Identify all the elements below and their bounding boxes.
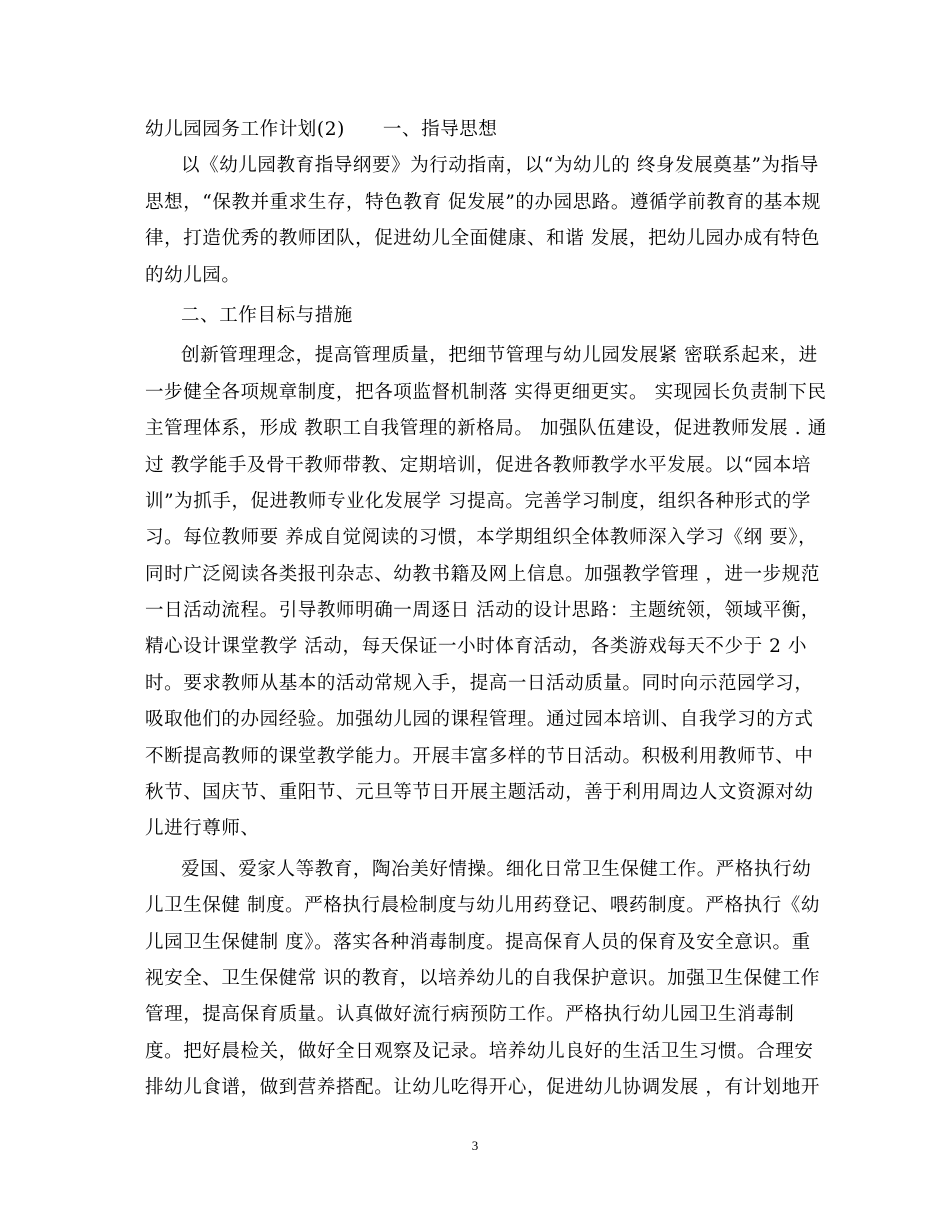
paragraph-line: 视安全、卫生保健常 识的教育，以培养幼儿的自我保护意识。加强卫生保健工作 <box>145 967 820 989</box>
paragraph-line: 度。把好晨检关，做好全日观察及记录。培养幼儿良好的生活卫生习惯。合理安 <box>145 1040 814 1062</box>
section-two-heading: 二、工作目标与措施 <box>181 304 353 326</box>
paragraph-line: 吸取他们的办园经验。加强幼儿园的课程管理。通过园本培训、自我学习的方式 <box>145 709 814 731</box>
paragraph-line: 思想，“保教并重求生存，特色教育 促发展”的办园思路。遵循学前教育的基本规 <box>145 191 821 213</box>
paragraph-line: 训”为抓手，促进教师专业化发展学 习提高。完善学习制度，组织各种形式的学 <box>145 490 811 512</box>
paragraph-line: 律，打造优秀的教师团队，促进幼儿全面健康、和谐 发展，把幼儿园办成有特色 <box>145 228 820 250</box>
paragraph-line: 爱国、爱家人等教育，陶冶美好情操。细化日常卫生保健工作。严格执行幼 <box>181 858 812 880</box>
paragraph-line: 不断提高教师的课堂教学能力。开展丰富多样的节日活动。积极利用教师节、中 <box>145 745 814 767</box>
paragraph-line: 一步健全各项规章制度，把各项监督机制落 实得更细更实。 实现园长负责制下民 <box>145 381 827 403</box>
paragraph-line: 秋节、国庆节、重阳节、元旦等节日开展主题活动，善于利用周边人文资源对幼 <box>145 782 814 804</box>
paragraph-line: 过 教学能手及骨干教师带教、定期培训，促进各教师教学水平发展。以“园本培 <box>145 454 811 476</box>
paragraph-line: 创新管理理念，提高管理质量，把细节管理与幼儿园发展紧 密联系起来，进 <box>181 345 818 367</box>
paragraph-line: 的幼儿园。 <box>145 264 241 286</box>
paragraph-line: 儿卫生保健 制度。严格执行晨检制度与幼儿用药登记、喂药制度。严格执行《幼 <box>145 895 820 917</box>
paragraph-line: 时。要求教师从基本的活动常规入手，提高一日活动质量。同时向示范园学习， <box>145 672 814 694</box>
paragraph-line: 习。每位教师要 养成自觉阅读的习惯，本学期组织全体教师深入学习《纲 要》， <box>145 527 818 549</box>
paragraph-line: 儿园卫生保健制 度》。落实各种消毒制度。提高保育人员的保育及安全意识。重 <box>145 931 811 953</box>
paragraph-health-care <box>145 852 820 1107</box>
page-number: 3 <box>471 1138 479 1153</box>
paragraph-line: 儿进行尊师、 <box>145 818 260 840</box>
document-title: 幼儿园园务工作计划(2) <box>145 119 345 140</box>
paragraph-line: 同时广泛阅读各类报刊杂志、幼教书籍及网上信息。加强教学管理 ，进一步规范 <box>145 563 820 585</box>
paragraph-goals-measures <box>145 338 827 847</box>
section-one-heading: 一、指导思想 <box>382 119 498 140</box>
paragraph-line: 精心设计课堂教学 活动，每天保证一小时体育活动，各类游戏每天不少于 2 小 <box>145 636 808 658</box>
paragraph-line: 一日活动流程。引导教师明确一周逐日 活动的设计思路：主题统领，领域平衡， <box>145 600 820 622</box>
paragraph-guiding-thought <box>145 148 821 294</box>
title-row <box>145 112 805 148</box>
paragraph-line: 排幼儿食谱，做到营养搭配。让幼儿吃得开心，促进幼儿协调发展 ，有计划地开 <box>145 1077 820 1099</box>
paragraph-line: 以《幼儿园教育指导纲要》为行动指南，以“为幼儿的 终身发展奠基”为指导 <box>181 155 819 177</box>
paragraph-line: 管理，提高保育质量。认真做好流行病预防工作。严格执行幼儿园卫生消毒制 <box>145 1004 795 1026</box>
paragraph-line: 主管理体系，形成 教职工自我管理的新格局。 加强队伍建设，促进教师发展 . 通 <box>145 418 827 440</box>
document-body <box>145 112 827 1107</box>
